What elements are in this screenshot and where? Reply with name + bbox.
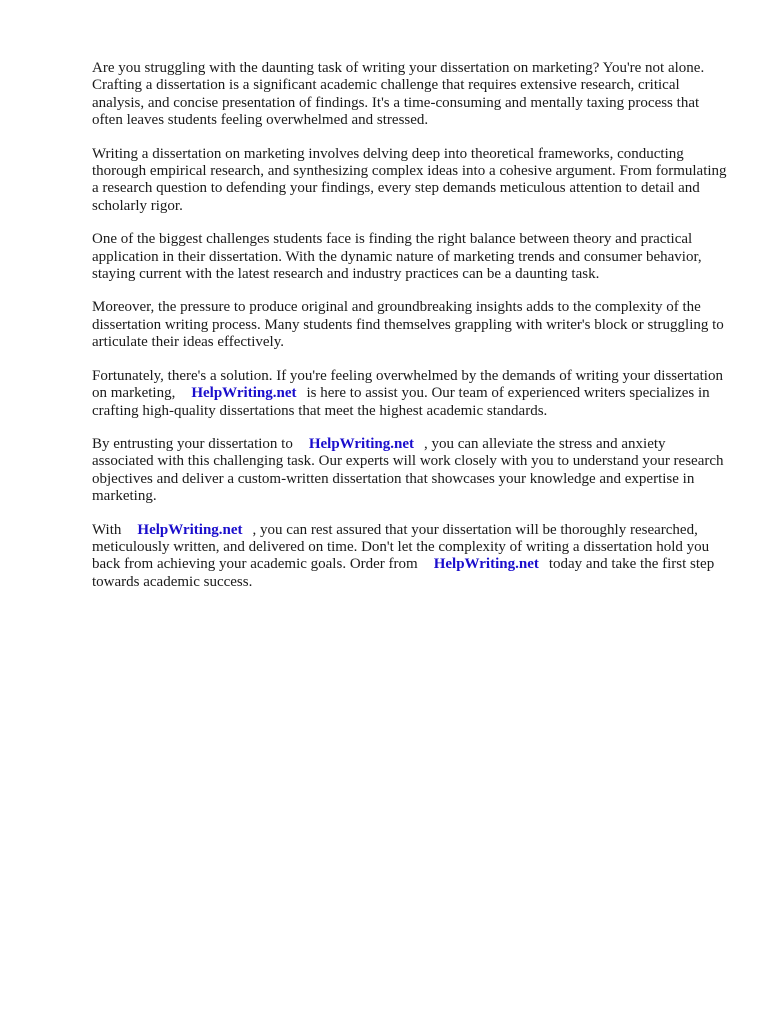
paragraph-intro [92, 60, 728, 130]
document-page [92, 60, 728, 607]
helpwriting-link-3[interactable]: HelpWriting.net [137, 521, 243, 538]
paragraph-closing [92, 522, 728, 592]
paragraph-closing-text-before: With [92, 521, 122, 538]
paragraph-closing-text-middle: , you can rest assured that your dissertation will be thoroughly researched, meticulously written, and delivered on time. Don't let the complexity of writing a dissertation hold you back from achieving your academic goals. Order from [92, 521, 710, 573]
helpwriting-link-1[interactable]: HelpWriting.net [191, 385, 297, 402]
helpwriting-link-4[interactable]: HelpWriting.net [433, 556, 539, 573]
paragraph-solution-text-before: Fortunately, there's a solution. If you're feeling overwhelmed by the demands of writing your dissertation on marketing, [92, 367, 723, 402]
paragraph-solution [92, 368, 728, 420]
paragraph-entrusting-text-after: , you can alleviate the stress and anxiety associated with this challenging task. Our experts will work closely with you to understand your research objectives and deliver a custom-written dissertation that showcases your knowledge and expertise in marketing. [92, 435, 724, 505]
paragraph-entrusting [92, 436, 728, 506]
paragraph-research [92, 146, 728, 216]
paragraph-pressure-text: Moreover, the pressure to produce original and groundbreaking insights adds to the complexity of the dissertation writing process. Many students find themselves grappling with writer's block or struggling to articulate their ideas effectively. [92, 299, 724, 351]
paragraph-research-text: Writing a dissertation on marketing involves delving deep into theoretical frameworks, conducting thorough empirical research, and synthesizing complex ideas into a cohesive argument. From formulating a research question to defending your findings, every step demands meticulous attention to detail and scholarly rigor. [92, 145, 727, 214]
paragraph-solution-text-after: is here to assist you. Our team of experienced writers specializes in crafting high-quality dissertations that meet the highest academic standards. [92, 385, 710, 419]
paragraph-intro-text: Are you struggling with the daunting task of writing your dissertation on marketing? You're not alone. Crafting a dissertation is a significant academic challenge that requires extensive research, critical analysis, and concise presentation of findings. It's a time-consuming and mentally taxing process that often leaves students feeling overwhelmed and stressed. [92, 60, 705, 129]
paragraph-challenges-text: One of the biggest challenges students face is finding the right balance between theory and practical application in their dissertation. With the dynamic nature of marketing trends and consumer behavior, staying current with the latest research and industry practices can be a daunting task. [92, 231, 702, 283]
paragraph-entrusting-text-before: By entrusting your dissertation to [92, 435, 293, 452]
paragraph-closing-text-after: today and take the first step towards academic success. [92, 556, 715, 590]
helpwriting-link-2[interactable]: HelpWriting.net [308, 435, 414, 452]
paragraph-challenges [92, 231, 728, 283]
paragraph-pressure [92, 299, 728, 351]
